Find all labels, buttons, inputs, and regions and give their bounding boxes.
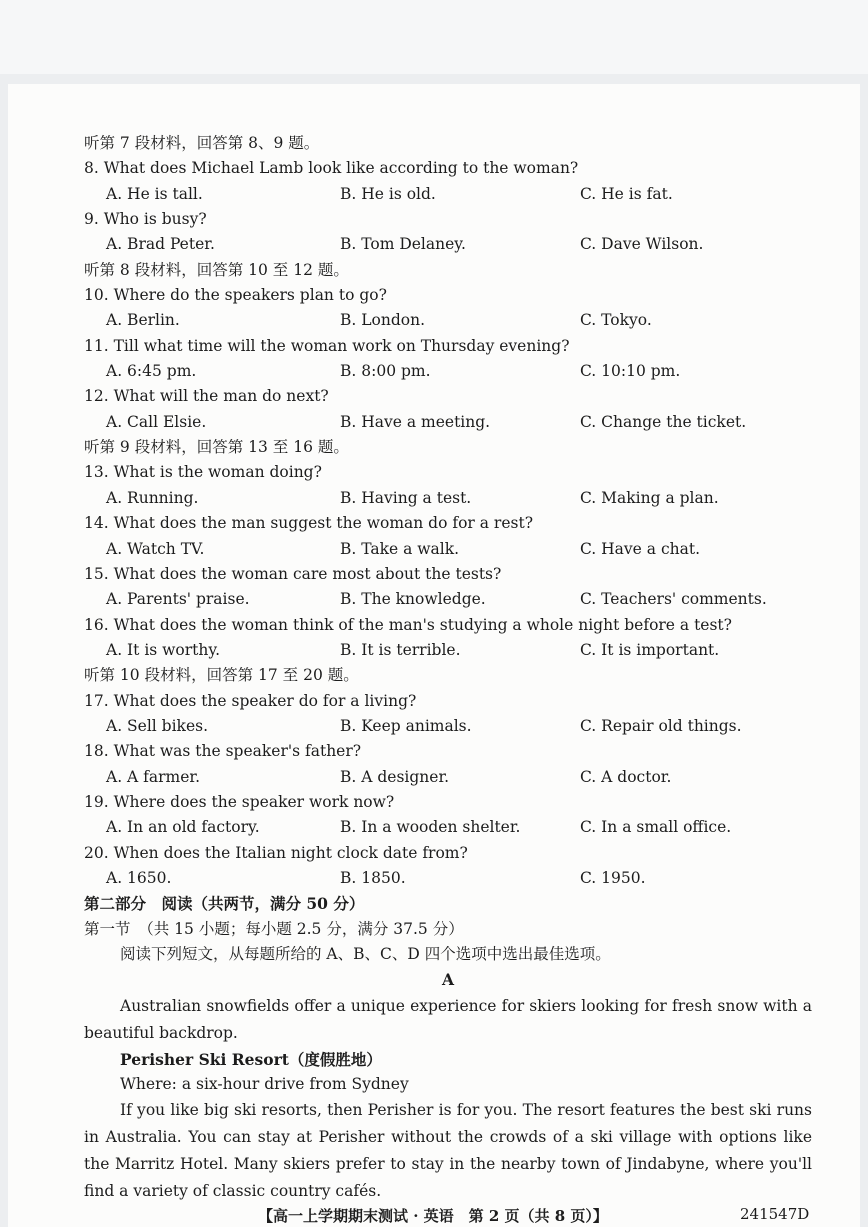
section-instruction: 听第 10 段材料，回答第 17 至 20 题。 [84, 666, 359, 685]
option-b: B. 1850. [340, 868, 406, 887]
option-a: A. Parents' praise. [106, 590, 250, 609]
question-stem: 14. What does the man suggest the woman do for a rest? [84, 514, 534, 533]
resort-where: Where: a six-hour drive from Sydney [120, 1075, 409, 1094]
option-c: C. In a small office. [580, 818, 732, 837]
option-c: C. Change the ticket. [580, 412, 747, 431]
option-b: B. In a wooden shelter. [340, 818, 521, 837]
reading-instruction: 阅读下列短文，从每题所给的 A、B、C、D 四个选项中选出最佳选项。 [120, 945, 611, 963]
passage-intro: Australian snowfields offer a unique experience for skiers looking for fresh snow with a beautiful backdrop. [84, 996, 812, 1042]
option-b: B. Having a test. [340, 488, 472, 507]
option-a: A. He is tall. [106, 184, 203, 203]
question-stem: 10. Where do the speakers plan to go? [84, 286, 387, 305]
section-instruction: 听第 8 段材料，回答第 10 至 12 题。 [84, 260, 349, 279]
option-b: B. A designer. [340, 767, 450, 786]
options-row [84, 410, 812, 435]
option-b: B. Keep animals. [340, 716, 472, 735]
question-stem: 9. Who is busy? [84, 210, 207, 229]
question-stem: 18. What was the speaker's father? [84, 742, 362, 761]
option-b: B. The knowledge. [340, 590, 486, 609]
part-title: 第二部分 阅读（共两节，满分 50 分） [84, 894, 365, 914]
option-a: A. It is worthy. [106, 640, 221, 659]
options-row [84, 714, 812, 739]
question-stem: 8. What does Michael Lamb look like according to the woman? [84, 159, 579, 178]
options-row [84, 587, 812, 612]
option-a: A. 1650. [106, 868, 172, 887]
listening-section [84, 131, 812, 891]
option-a: A. Brad Peter. [106, 235, 215, 254]
options-row [84, 486, 812, 511]
option-b: B. Take a walk. [340, 539, 460, 558]
option-c: C. 1950. [580, 868, 646, 887]
options-row [84, 308, 812, 333]
question-stem: 11. Till what time will the woman work on Thursday evening? [84, 336, 570, 355]
option-a: A. A farmer. [106, 767, 201, 786]
options-row [84, 765, 812, 790]
options-row [84, 537, 812, 562]
option-c: C. 10:10 pm. [580, 362, 681, 381]
footer-code: 241547D [740, 1205, 810, 1223]
question-stem: 12. What will the man do next? [84, 387, 329, 406]
question-stem: 17. What does the speaker do for a living? [84, 691, 417, 710]
question-stem: 19. Where does the speaker work now? [84, 792, 395, 811]
options-row [84, 815, 812, 840]
options-row [84, 182, 812, 207]
options-row [84, 638, 812, 663]
option-a: A. Running. [106, 488, 199, 507]
option-c: C. Tokyo. [580, 311, 652, 330]
options-row [84, 866, 812, 891]
option-c: C. Have a chat. [580, 539, 701, 558]
options-row [84, 232, 812, 257]
option-c: C. He is fat. [580, 184, 673, 203]
section-title: 第一节 （共 15 小题；每小题 2.5 分，满分 37.5 分） [84, 919, 464, 938]
section-instruction: 听第 9 段材料，回答第 13 至 16 题。 [84, 438, 349, 457]
option-a: A. Berlin. [106, 311, 180, 330]
option-c: C. Teachers' comments. [580, 590, 767, 609]
page-content [84, 131, 812, 1205]
question-stem: 13. What is the woman doing? [84, 463, 322, 482]
option-b: B. He is old. [340, 184, 436, 203]
option-b: B. London. [340, 311, 426, 330]
option-c: C. Making a plan. [580, 488, 719, 507]
passage-label: A [441, 970, 455, 990]
resort-title: Perisher Ski Resort（度假胜地） [120, 1049, 382, 1069]
option-a: A. 6:45 pm. [106, 362, 197, 381]
option-b: B. Have a meeting. [340, 412, 491, 431]
option-c: C. It is important. [580, 640, 720, 659]
option-b: B. Tom Delaney. [340, 235, 466, 254]
option-c: C. Repair old things. [580, 716, 742, 735]
option-a: A. Sell bikes. [106, 716, 209, 735]
question-stem: 15. What does the woman care most about the tests? [84, 564, 502, 583]
footer-title: 【高一上学期期末测试 · 英语 第 2 页（共 8 页）】 [258, 1207, 608, 1225]
option-c: C. Dave Wilson. [580, 235, 704, 254]
page-footer [0, 1205, 868, 1227]
option-b: B. 8:00 pm. [340, 362, 431, 381]
question-stem: 20. When does the Italian night clock date from? [84, 843, 468, 862]
option-c: C. A doctor. [580, 767, 672, 786]
option-a: A. Watch TV. [106, 539, 205, 558]
passage-body: If you like big ski resorts, then Perisher is for you. The resort features the best ski runs in Australia. You can stay at Perisher without the crowds of a ski village with options like the Marritz Hotel. Many skiers prefer to stay in the nearby town of Jindabyne, where you'll find a variety of classic country cafés. [84, 1101, 812, 1201]
option-a: A. In an old factory. [106, 818, 260, 837]
question-stem: 16. What does the woman think of the man's studying a whole night before a test? [84, 615, 732, 634]
option-a: A. Call Elsie. [106, 412, 207, 431]
section-instruction: 听第 7 段材料，回答第 8、9 题。 [84, 134, 320, 152]
viewer-top-band [0, 0, 868, 74]
options-row [84, 359, 812, 384]
option-b: B. It is terrible. [340, 640, 461, 659]
